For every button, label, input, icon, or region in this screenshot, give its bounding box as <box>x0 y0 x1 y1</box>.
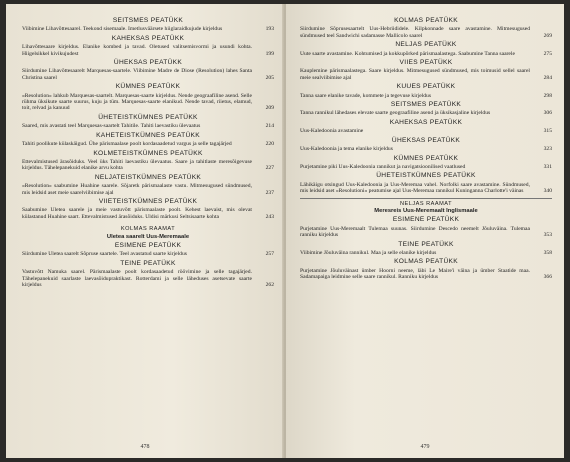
chapter-summary: Tanna rannikul lähedases elevate saarte geograafiline asend ja üksikasjaline kirjeldus <box>300 110 491 117</box>
left-page <box>6 4 284 458</box>
chapter-heading: KAHETEISTKÜMNES PEATÜKK <box>96 131 200 139</box>
chapter-entry <box>300 268 552 281</box>
chapter-page-number: 353 <box>543 232 552 239</box>
chapter-summary: Ettevalmistused ärasõiduks. Veel üks Tahiti laevastiku ülevaatus. Saare ja tahitlaste meresõigevuse kirjeldus. Tähelepanekuid elanike arvu kohta <box>22 158 252 172</box>
book-divider-rule <box>300 198 552 199</box>
chapter-summary: Saared, mis avastati teel Marquesas-saartelt Tahitile. Tahiti laevastiku ülevaatus <box>22 123 201 130</box>
chapter-entry <box>22 207 274 220</box>
chapter-heading: ÜHEKSAS PEATÜKK <box>113 59 183 67</box>
chapter-summary: Siirdumine Lihavõttesaarelt Marquesas-saartele. Viibimine Madre de Diose (Resolution) lahes Santa Christina saarel <box>22 68 252 81</box>
chapter-summary: «Resolution» saabumine Huahine saarele. Sõjaretk pärismaalaste vastu. Mitmesugused sündmused, mis leidsid aset meie saarelviibimise ajal <box>22 183 252 196</box>
chapter-page-number: 262 <box>265 282 274 288</box>
right-page-number: 479 <box>420 444 430 450</box>
book-part-label: KOLMAS RAAMAT <box>120 226 176 233</box>
chapter-heading: TEINE PEATÜKK <box>398 240 454 248</box>
chapter-page-number: 331 <box>543 163 552 170</box>
chapter-entry <box>22 123 274 129</box>
chapter-heading: KAHEKSAS PEATÜKK <box>389 118 463 126</box>
chapter-entry <box>300 182 552 195</box>
chapter-entry <box>22 159 274 172</box>
chapter-entry <box>300 128 552 134</box>
chapter-heading: ÜHETEISTKÜMNES PEATÜKK <box>376 172 476 180</box>
left-contents <box>22 18 274 288</box>
chapter-entry <box>300 110 552 116</box>
chapter-summary: Purjetamine Uus-Meremaalt Tulemaa suunas. Siirdumine Descedo neemelt Jõuluväina. Tulemaa ranniku kirjeldus <box>300 225 530 239</box>
chapter-heading: ÜHETEISTKÜMNES PEATÜKK <box>98 113 198 121</box>
chapter-heading: VIIES PEATÜKK <box>399 59 453 67</box>
chapter-page-number: 269 <box>543 32 552 39</box>
chapter-summary: Tahiti poolikute külaskäigud. Ühe pärismaalase poolt kordasaadetud vargus ja selle tagajärjed <box>22 141 232 148</box>
chapter-entry <box>300 93 552 99</box>
chapter-page-number: 237 <box>265 189 274 196</box>
chapter-entry <box>22 44 274 57</box>
chapter-entry <box>22 183 274 196</box>
chapter-page-number: 220 <box>265 141 274 148</box>
chapter-page-number: 275 <box>543 50 552 57</box>
chapter-page-number: 323 <box>543 146 552 153</box>
chapter-summary: Purjetamine Jõuluväinast ümber Hoorni neeme, läbi Le Maire'i väina ja ümber Staatide maa. Sadamapaiga leidmine selle saare rannikul. Ranniku kirjeldus <box>300 267 530 281</box>
book-part-label: NELJAS RAAMAT <box>399 200 453 207</box>
chapter-heading: VIIETEISTKÜMNES PEATÜKK <box>98 197 198 205</box>
chapter-summary: «Resolution» lahkub Marquesas-saartelt. Marquesas-saarte kirjeldus. Nende geograafiline asend. Selle rühma üksikute saarte suurus, kuju ja tüm. Marquesas-saarte elanikud. Nende tavad, riietus, elamud, toit, relvad ja kanuud <box>22 92 252 112</box>
chapter-heading: KOLMETEISTKÜMNES PEATÜKK <box>93 149 203 157</box>
chapter-entry <box>300 146 552 152</box>
chapter-page-number: 366 <box>543 274 552 281</box>
chapter-heading: ESIMENE PEATÜKK <box>392 216 460 224</box>
chapter-summary: Uus-Kaledoonia ja tema elanike kirjeldus <box>300 146 393 153</box>
right-page <box>286 4 564 458</box>
chapter-heading: ÜHEKSAS PEATÜKK <box>391 136 461 144</box>
chapter-heading: NELJATEISTKÜMNES PEATÜKK <box>94 173 202 181</box>
chapter-heading: KOLMAS PEATÜKK <box>394 258 458 266</box>
chapter-page-number: 358 <box>543 249 552 256</box>
chapter-summary: Siirdumine Sõprusesaartelt Uus-Hebriididele. Kilpkonnade saare avastamine. Mitmesugused sündmused teel Sandwichi sadamasse Mallicolo saarel <box>300 26 530 39</box>
chapter-entry <box>300 51 552 57</box>
chapter-heading: KUUES PEATÜKK <box>396 83 456 91</box>
chapter-heading: KOLMAS PEATÜKK <box>394 17 458 24</box>
chapter-page-number: 284 <box>543 74 552 81</box>
chapter-summary: Viibimine Jõuluväina rannikul. Maa ja selle elanike kirjeldus <box>300 249 437 256</box>
chapter-heading: KAHEKSAS PEATÜKK <box>111 34 185 42</box>
chapter-summary: Lihavõttesaare kirjeldus. Elanike kombed ja tavad. Oletused valitsemisvormi ja usundi kohta. Hiigelsikkel kivikujudest <box>22 44 252 57</box>
chapter-summary: Purjetamine piki Uus-Kaledoonia rannikut ja navigatsioonilised vaatlused <box>300 163 466 170</box>
chapter-summary: Vastuvõtt Namuka saarel. Pärismaalaste poolt kordasaadetud rööviminе ja selle tagajärjed. Tähelepanekuid saarlaste laevasõidupraktikast. Rotterdami ja selle läheduses asetsevate saarte kirjeldus <box>22 269 252 288</box>
chapter-entry <box>300 250 552 256</box>
chapter-page-number: 193 <box>265 26 274 33</box>
chapter-summary: Lähikäigu otsingud Uus-Kaledoonia ja Uus-Meremaa vahel. Norfolki saare avastamine. Sündmused, mis leidsid aset «Resolutioni» peatumise ajal Uus-Meremaa rannikul Kuninganna Charlotte'i väinas <box>300 181 530 195</box>
chapter-heading: NELJAS PEATÜKK <box>395 41 457 49</box>
chapter-entry <box>300 26 552 39</box>
chapter-entry <box>22 26 274 32</box>
chapter-page-number: 205 <box>265 74 274 81</box>
chapter-entry <box>22 251 274 257</box>
chapter-page-number: 315 <box>543 128 552 135</box>
chapter-page-number: 340 <box>543 188 552 195</box>
chapter-entry <box>22 93 274 112</box>
chapter-page-number: 257 <box>265 251 274 258</box>
left-page-number: 478 <box>140 444 150 450</box>
chapter-summary: Kaupleminе pärismaalastega. Saare kirjeldus. Mitmesugused sündmused, mis toimusid sellel saarel meie sealviibimise ajal <box>300 68 530 81</box>
chapter-entry <box>22 68 274 81</box>
chapter-page-number: 214 <box>265 123 274 130</box>
chapter-entry <box>22 141 274 147</box>
chapter-summary: Siirdumine Uletea saarelt Sõpruse saartele. Teel avastatud saarte kirjeldus <box>22 251 187 258</box>
chapter-summary: Uute saarte avastamine. Kohtumised ja kokkupõrked pärismaalastega. Saabumine Tanna saarele <box>300 50 515 57</box>
book-part-title: Uletea saarelt Uus-Meremaale <box>106 233 190 240</box>
chapter-heading: SEITSMES PEATÜKK <box>112 17 184 24</box>
chapter-page-number: 298 <box>543 92 552 99</box>
chapter-heading: TEINE PEATÜKK <box>120 259 176 267</box>
chapter-summary: Uus-Kaledoonia avastamine <box>300 128 364 135</box>
chapter-summary: Viibimine Lihavõttesaarel. Teekond sisemaale. Imetlusväärsete hiiglaraidkujude kirjeldus <box>22 26 223 33</box>
chapter-heading: KÜMNES PEATÜKK <box>115 83 181 91</box>
chapter-entry <box>300 226 552 239</box>
book-part-title: Meresreis Uus-Meremaalt Inglismaale <box>374 207 478 214</box>
chapter-entry <box>300 68 552 81</box>
chapter-page-number: 306 <box>543 110 552 117</box>
chapter-heading: ESIMENE PEATÜKK <box>114 241 182 249</box>
chapter-page-number: 209 <box>265 105 274 112</box>
chapter-entry <box>300 164 552 170</box>
chapter-page-number: 199 <box>265 50 274 57</box>
chapter-entry <box>22 269 274 288</box>
right-contents <box>300 18 552 281</box>
chapter-heading: SEITSMES PEATÜKK <box>390 101 462 109</box>
chapter-summary: Tanna saare elanike tavade, kommete ja tegevuse kirjeldus <box>300 92 432 99</box>
chapter-page-number: 227 <box>265 165 274 172</box>
book-spread <box>6 4 564 458</box>
chapter-page-number: 243 <box>265 213 274 220</box>
chapter-summary: Saabumine Uletea saarele ja meie vastuvõtt pärismaalaste poolt. Kehest laevaist, mis olevat külastanud Huahine saart. Ettevalmistused ärasõiduks. Uldisi märkusi Seltsisaarte kohta <box>22 207 252 220</box>
chapter-heading: KÜMNES PEATÜKK <box>393 154 459 162</box>
